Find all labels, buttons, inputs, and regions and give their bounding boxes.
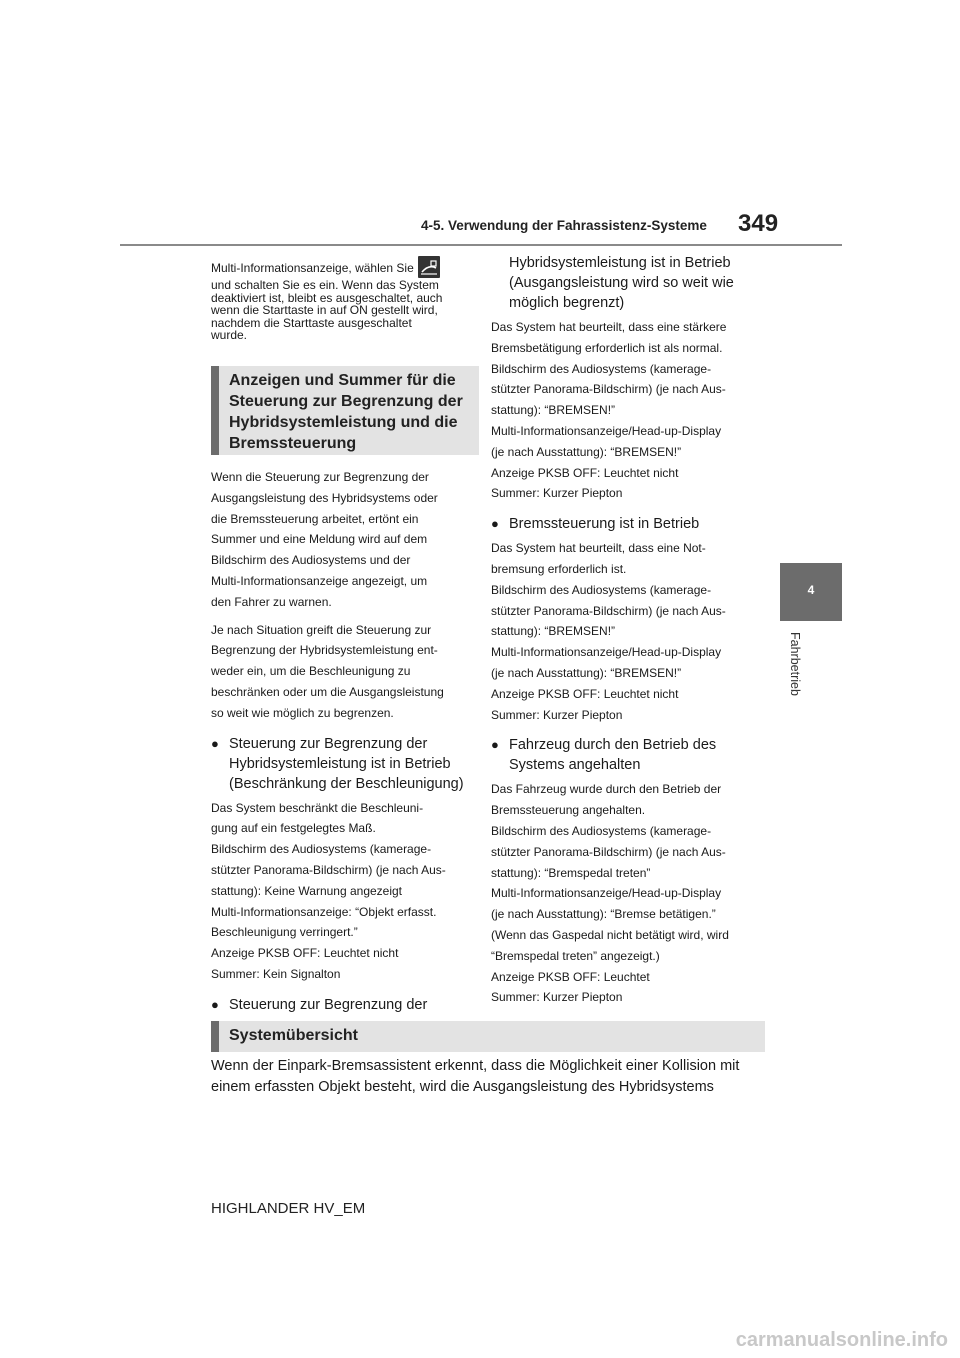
footer-model: HIGHLANDER HV_EM [211, 1200, 366, 1217]
chapter-number: 4 [807, 583, 815, 597]
overview-text: Wenn der Einpark-Bremsassistent erkennt, dass die Möglichkeit einer Kollision mit einem erfassten Objekt besteht, wird die Ausgangsleistung des Hybridsystems [211, 1058, 740, 1095]
section-title: 4-5. Verwendung der Fahrassistenz-Systeme [421, 218, 707, 233]
intro-text: und schalten Sie es ein. Wenn das System deaktiviert ist, bleibt es ausgeschaltet, auch wenn die Starttaste in auf ON gestellt wird, nachdem die Starttaste ausgeschaltet wurde. [211, 278, 443, 343]
header-rule [120, 244, 842, 246]
bullet-output-limit-start: ● Steuerung zur Begrenzung der [211, 996, 428, 1013]
bullet-acceleration-limit: ● Steuerung zur Begrenzung der Hybridsystemleistung ist in Betrieb (Beschränkung der Beschleunigung) [211, 735, 464, 792]
chapter-label [788, 632, 804, 702]
bullet-icon: ● [211, 735, 219, 751]
intro-first-line: Multi-Informationsanzeige, wählen Sie [211, 256, 471, 279]
bullet-icon: ● [211, 996, 219, 1012]
bullet-brake-control-body: Das System hat beurteilt, dass eine Not- bremsung erforderlich ist. Bildschirm des Audiosystems (kamerage- stützter Panorama-Bildschirm) (je nach Aus- stattung): “BREMSEN!” Multi-Informationsanzeige/Head-up-Display (je nach Ausstattung): “BREMSEN!” Anzeige PKSB OFF: Leuchtet nicht Summer: Kurzer Piepton [491, 541, 726, 722]
bullet-icon: ● [491, 737, 499, 753]
bullet-vehicle-stopped-body: Das Fahrzeug wurde durch den Betrieb der Bremssteuerung angehalten. Bildschirm des Audiosystems (kamerage- stützter Panorama-Bildschirm) (je nach Aus- stattung): “Bremspedal treten” Multi-Informationsanzeige/Head-up-Display (je nach Ausstattung): “Bremse betätigen.” (Wenn das Gaspedal nicht betätigt wird, wird “Bremspedal treten” angezeigt.) Anzeige PKSB OFF: Leuchtet Summer: Kurzer Piepton [491, 782, 729, 1005]
paragraph-situation: Je nach Situation greift die Steuerung zur Begrenzung der Hybridsystemleistung ent- weder ein, um die Beschleunigung zu beschränken oder um die Ausgangsleistung so weit wie möglich zu begrenzen. [211, 622, 444, 720]
watermark: carmanualsonline.info [735, 1329, 948, 1351]
bullet-output-limit-body: Das System hat beurteilt, dass eine stärkere Bremsbetätigung erforderlich ist als normal. Bildschirm des Audiosystems (kamerage- stützter Panorama-Bildschirm) (je nach Aus- stattung): “BREMSEN!” Multi-Informationsanzeige/Head-up-Display (je nach Ausstattung): “BREMSEN!” Anzeige PKSB OFF: Leuchtet nicht Summer: Kurzer Piepton [491, 320, 727, 501]
bullet-output-limit-cont: Hybridsystemleistung ist in Betrieb (Ausgangsleistung wird so weit wie möglich begrenzt) [509, 255, 734, 311]
chapter-label-text: Fahrbetrieb [788, 632, 802, 696]
bullet-icon: ● [491, 516, 499, 532]
bullet-acceleration-limit-body: Das System beschränkt die Beschleuni- gung auf ein festgelegtes Maß. Bildschirm des Audiosystems (kamerage- stützter Panorama-Bildschirm) (je nach Aus- stattung): Keine Warnung angezeigt Multi-Informationsanzeige: “Objekt erfasst. Beschleunigung verringert.” Anzeige PKSB OFF: Leuchtet nicht Summer: Kein Signalton [211, 800, 446, 981]
vehicle-settings-icon [418, 256, 440, 278]
paragraph-warning: Wenn die Steuerung zur Begrenzung der Ausgangsleistung des Hybridsystems oder die Bremssteuerung arbeitet, ertönt ein Summer und eine Meldung wird auf dem Bildschirm des Audiosystems und der Multi-Informationsanzeige angezeigt, um den Fahrer zu warnen. [211, 469, 438, 609]
bullet-brake-control: ● Bremssteuerung ist in Betrieb [491, 516, 700, 533]
bullet-vehicle-stopped: ● Fahrzeug durch den Betrieb des Systems angehalten [491, 737, 717, 774]
left-column [211, 256, 471, 1019]
chapter-tab [780, 563, 842, 621]
section-heading-indicators: Anzeigen und Summer für die Steuerung zur Begrenzung der Hybridsystemleistung und die Bremssteuerung [211, 366, 479, 455]
section-heading-overview: Systemübersicht [211, 1021, 765, 1052]
page-number: 349 [738, 210, 779, 237]
right-column [491, 253, 753, 1008]
